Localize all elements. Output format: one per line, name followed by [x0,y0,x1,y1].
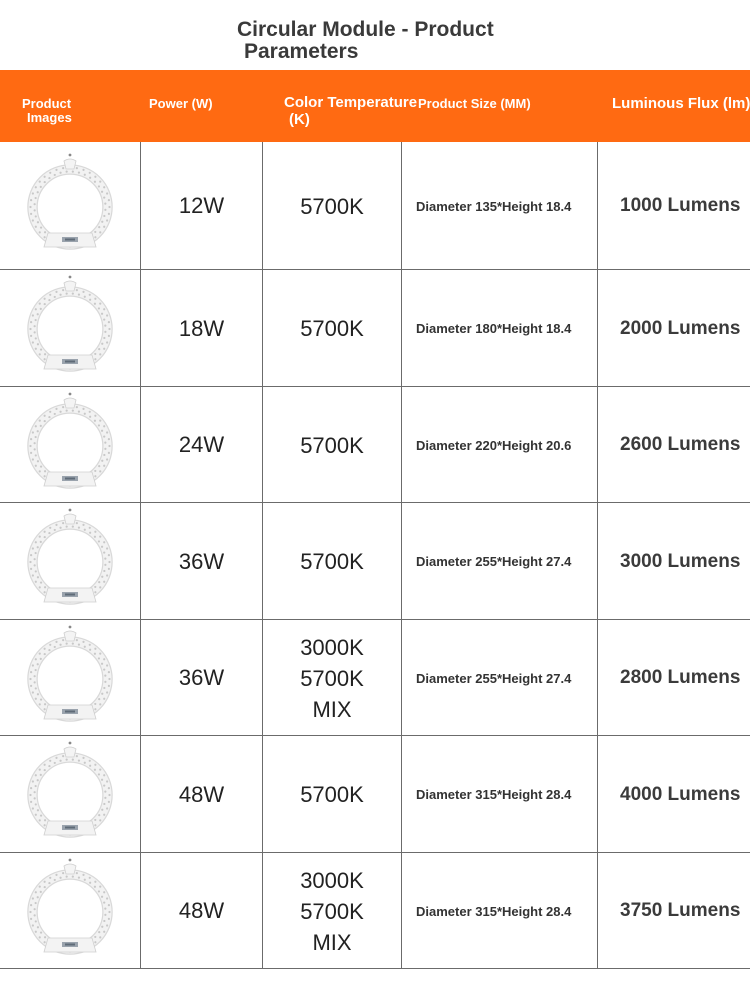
product-image-cell [0,736,140,853]
power-cell: 48W [178,898,225,923]
product-size-cell: Diameter 180*Height 18.4 [416,321,572,336]
led-ring-module-icon [22,737,118,852]
color-temperature-value: 5700K [300,665,364,691]
color-temperature-value: 5700K [300,549,364,574]
header-luminous-flux: Luminous Flux (lm) [612,95,750,112]
led-ring-module-icon [22,271,118,386]
power-cell: 48W [178,781,225,807]
power-cell: 24W [178,432,225,457]
color-temperature-value: 3000K [300,867,364,893]
header-color-temperature [284,94,417,128]
header-product-images [22,97,72,125]
color-temperature-cell [263,387,401,503]
color-temperature-value: MIX [312,696,352,722]
luminous-flux-cell: 2600 Lumens [620,434,741,455]
led-ring-module-icon [22,388,118,503]
header-images-line1: Product [22,96,72,111]
power-cell: 36W [178,665,225,690]
table-row [0,142,750,270]
product-size-cell: Diameter 255*Height 27.4 [416,554,572,569]
color-temperature-cell [263,142,401,270]
led-ring-module-icon [22,149,118,264]
product-image-cell [0,270,140,387]
color-temperature-value: 5700K [300,782,364,807]
color-temperature-value: 5700K [300,316,364,341]
title-line-2: Parameters [244,40,359,63]
page-title [237,19,494,63]
luminous-flux-cell: 2800 Lumens [620,667,741,688]
product-size-cell: Diameter 315*Height 28.4 [416,787,572,802]
product-image-cell [0,142,140,270]
power-cell: 12W [178,193,225,218]
table-row [0,853,750,969]
table-row [0,387,750,503]
product-image-cell [0,620,140,736]
luminous-flux-cell: 3000 Lumens [620,550,741,572]
color-temperature-value: 5700K [300,432,364,458]
title-line-1: Circular Module - Product [237,18,494,41]
column-divider [140,142,141,969]
luminous-flux-cell: 4000 Lumens [620,783,741,805]
product-image-cell [0,387,140,503]
product-image-cell [0,853,140,969]
color-temperature-cell [263,853,401,969]
led-ring-module-icon [22,621,118,736]
color-temperature-cell [263,503,401,620]
table-header [0,70,750,142]
color-temperature-value: MIX [312,929,352,955]
color-temperature-value: 3000K [300,634,364,660]
product-size-cell: Diameter 315*Height 28.4 [416,903,572,919]
luminous-flux-cell: 2000 Lumens [620,317,741,339]
header-product-size: Product Size (MM) [418,96,531,111]
header-ct-line1: Color Temperature [284,94,418,111]
header-ct-line2: (K) [289,111,310,128]
product-size-cell: Diameter 255*Height 27.4 [416,670,572,686]
luminous-flux-cell: 1000 Lumens [620,195,741,216]
power-cell: 18W [178,315,225,341]
color-temperature-cell [263,270,401,387]
color-temperature-value: 5700K [300,898,364,924]
product-image-cell [0,503,140,620]
led-ring-module-icon [22,854,118,969]
column-divider [401,142,402,969]
color-temperature-value: 5700K [300,193,364,219]
table-row [0,736,750,853]
header-images-line2: Images [27,110,72,125]
table-body [0,142,750,969]
table-row [0,270,750,387]
table-row [0,503,750,620]
luminous-flux-cell: 3750 Lumens [620,900,741,921]
color-temperature-cell [263,736,401,853]
column-divider [597,142,598,969]
table-row [0,620,750,736]
product-size-cell: Diameter 220*Height 20.6 [416,437,572,453]
column-divider [262,142,263,969]
color-temperature-cell [263,620,401,736]
header-power: Power (W) [149,96,213,111]
power-cell: 36W [178,548,225,574]
product-size-cell: Diameter 135*Height 18.4 [416,198,572,214]
led-ring-module-icon [22,504,118,619]
